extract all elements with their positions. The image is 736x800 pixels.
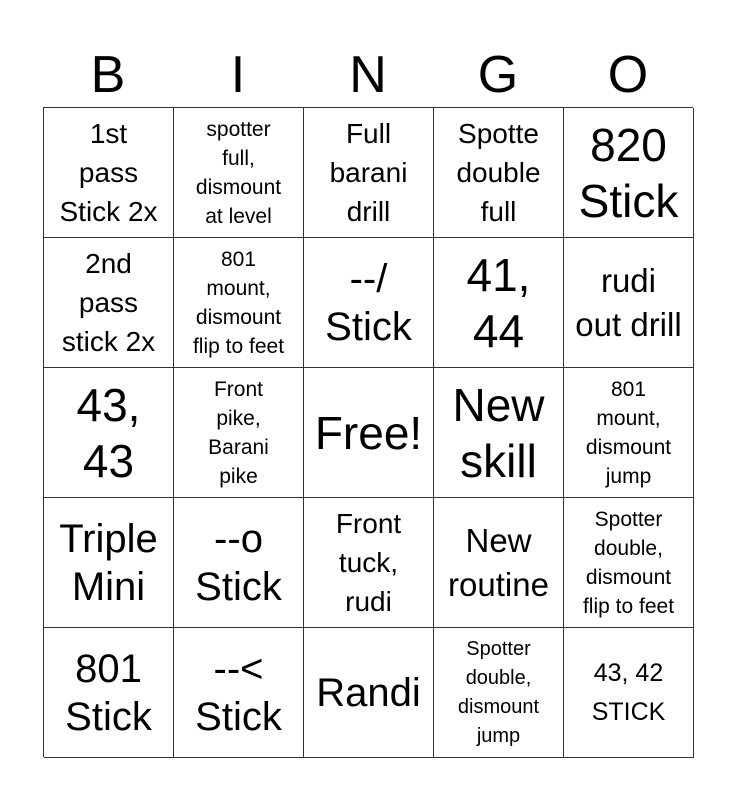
bingo-cell[interactable] <box>304 108 434 238</box>
bingo-cell-text: 43, 43 <box>76 378 141 487</box>
header-letter-g: G <box>477 46 519 104</box>
bingo-cell-text: --o Stick <box>195 516 282 609</box>
bingo-cell-text: 801 mount, dismount jump <box>585 377 672 488</box>
bingo-cell-text: New routine <box>448 521 549 603</box>
bingo-cell[interactable] <box>434 108 564 238</box>
bingo-cell-text: spotter full, dismount at level <box>195 117 282 228</box>
bingo-cell-text: --/ Stick <box>325 256 412 349</box>
bingo-cell-text: 820 Stick <box>578 118 679 227</box>
bingo-cell-text: New skill <box>452 378 545 487</box>
bingo-cell[interactable] <box>44 108 174 238</box>
bingo-cell-text: 801 Stick <box>65 646 152 739</box>
bingo-board <box>43 107 693 757</box>
bingo-cell-text: 2nd pass stick 2x <box>61 248 156 357</box>
bingo-cell-text: Triple Mini <box>59 516 158 609</box>
bingo-cell-text: rudi out drill <box>575 261 682 343</box>
bingo-header <box>43 42 693 108</box>
bingo-cell[interactable] <box>174 238 304 368</box>
bingo-cell-text: Front pike, Barani pike <box>208 377 269 488</box>
bingo-cell-text: Full barani drill <box>329 118 408 227</box>
bingo-cell-text: Spotter double, dismount flip to feet <box>582 507 675 618</box>
bingo-cell[interactable] <box>174 368 304 498</box>
bingo-cell[interactable] <box>434 368 564 498</box>
bingo-cell[interactable] <box>434 498 564 628</box>
bingo-cell-text: --< Stick <box>195 646 282 739</box>
bingo-cell[interactable] <box>304 628 434 758</box>
bingo-cell-text: Spotter double, dismount jump <box>457 637 540 747</box>
bingo-cell[interactable] <box>304 368 434 498</box>
bingo-cell[interactable] <box>434 628 564 758</box>
bingo-cell[interactable] <box>434 238 564 368</box>
bingo-cell[interactable] <box>44 238 174 368</box>
header-letter-o: O <box>607 46 649 104</box>
bingo-cell[interactable] <box>564 108 694 238</box>
header-letter-n: N <box>349 46 387 104</box>
bingo-cell[interactable] <box>44 498 174 628</box>
header-letter-b: B <box>90 46 126 104</box>
bingo-cell-text: 801 mount, dismount flip to feet <box>192 247 285 358</box>
bingo-cell[interactable] <box>174 108 304 238</box>
bingo-cell-text: Randi <box>316 670 421 715</box>
header-letter-i: I <box>230 46 246 104</box>
bingo-cell-text: 43, 42 STICK <box>591 658 666 726</box>
bingo-cell[interactable] <box>564 238 694 368</box>
bingo-cell[interactable] <box>304 238 434 368</box>
bingo-cell[interactable] <box>44 368 174 498</box>
bingo-cell[interactable] <box>564 368 694 498</box>
bingo-cell[interactable] <box>304 498 434 628</box>
bingo-cell-text: 1st pass Stick 2x <box>59 118 158 227</box>
bingo-cell[interactable] <box>564 498 694 628</box>
bingo-cell-text: 41, 44 <box>466 248 531 357</box>
bingo-cell[interactable] <box>174 498 304 628</box>
bingo-cell-text: Free! <box>314 406 423 459</box>
bingo-cell-text: Spotte double full <box>456 118 541 227</box>
bingo-cell[interactable] <box>174 628 304 758</box>
bingo-cell[interactable] <box>564 628 694 758</box>
bingo-cell[interactable] <box>44 628 174 758</box>
bingo-cell-text: Front tuck, rudi <box>335 508 402 617</box>
